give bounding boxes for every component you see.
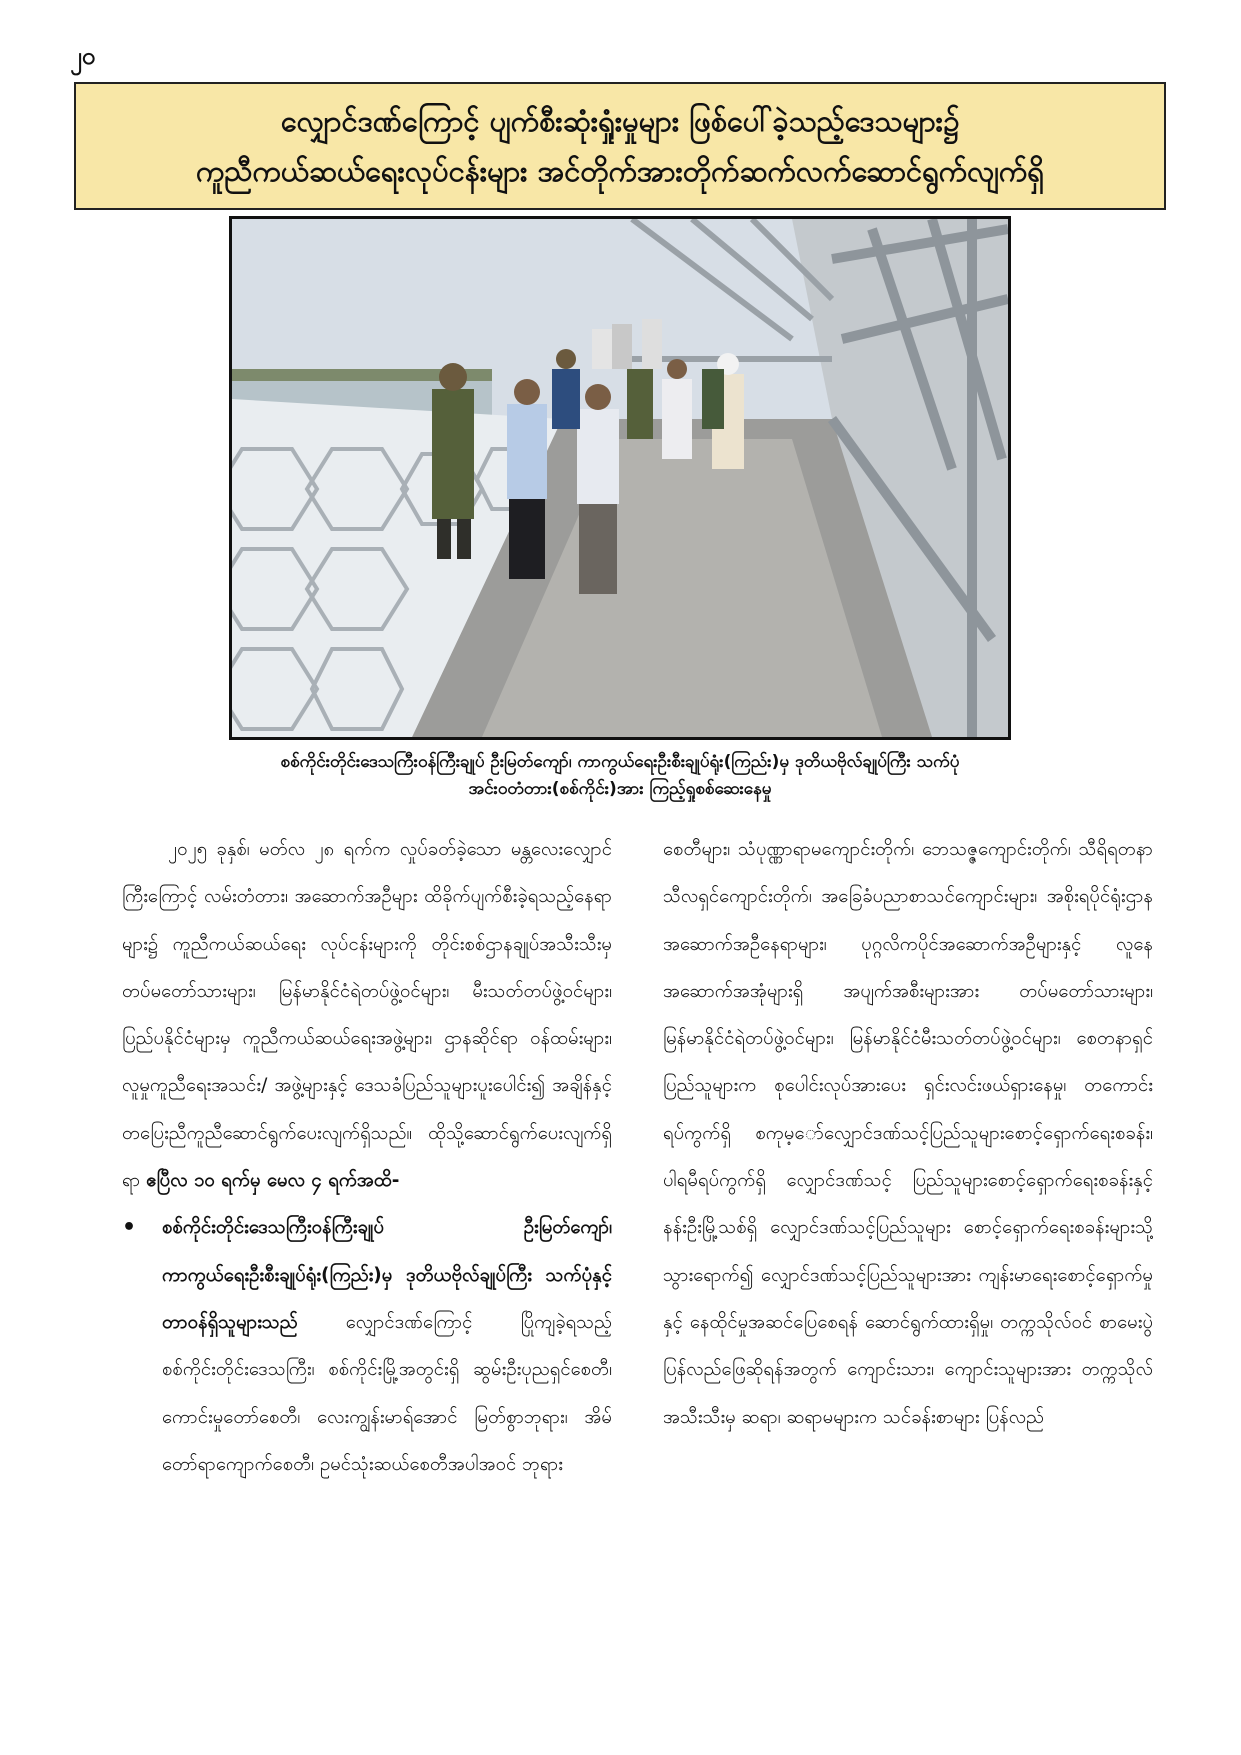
headline-box [74, 82, 1166, 210]
bullet-item-1-subject: စစ်ကိုင်းတိုင်းဒေသကြီးဝန်ကြီးချုပ် ဦးမြတ်ကျော်၊ ကာကွယ်ရေးဦးစီးချုပ်ရုံး(ကြည်း)မှ ဒုတိယဗိုလ်ချုပ်ကြီး သက်ပုံနှင့် တာဝန်ရှိသူများသည် [162, 1217, 612, 1333]
photo-caption-line-2: အင်းဝတံတား(စစ်ကိုင်း)အား ကြည့်ရှုစစ်ဆေးနေမှု [468, 779, 772, 799]
bullet-icon: • [122, 1215, 137, 1241]
photo-caption [120, 749, 1120, 803]
bridge-inspection-photo [232, 219, 1008, 737]
article-date-range: ဧပြီလ ၁၀ ရက်မှ မေလ ၄ ရက်အထိ- [146, 1170, 400, 1192]
article-paragraph-1 [122, 826, 612, 1204]
headline-line-1: လျှောင်ဒဏ်ကြောင့် ပျက်စီးဆုံးရှုံးမှုများ ဖြစ်ပေါ်ခဲ့သည့်ဒေသများ၌ [280, 104, 960, 138]
article-paragraph-1-text: ၂၀၂၅ ခုနှစ်၊ မတ်လ ၂၈ ရက်က လှုပ်ခတ်ခဲ့သော မန္တလေးလျှောင်ကြီးကြောင့် လမ်းတံတား၊ အဆောက်အဦများ ထိခိုက်ပျက်စီးခဲ့ရသည့်နေရာများ၌ ကူညီကယ်ဆယ်ရေး လုပ်ငန်းများကို တိုင်းစစ်ဌာနချုပ်အသီးသီးမှ တပ်မတော်သားများ၊ မြန်မာနိုင်ငံရဲတပ်ဖွဲ့ဝင်များ၊ မီးသတ်တပ်ဖွဲ့ဝင်များ၊ ပြည်ပနိုင်ငံများမှ ကူညီကယ်ဆယ်ရေးအဖွဲ့များ၊ ဌာနဆိုင်ရာ ဝန်ထမ်းများ၊ လူမှုကူညီရေးအသင်း/ အဖွဲ့များနှင့် ဒေသခံပြည်သူများပူးပေါင်း၍ အချိန်နှင့်တပြေးညီကူညီဆောင်ရွက်ပေးလျက်ရှိသည်။ ထိုသို့ဆောင်ရွက်ပေးလျက်ရှိရာ [122, 839, 612, 1192]
photo-caption-line-1: စစ်ကိုင်းတိုင်းဒေသကြီးဝန်ကြီးချုပ် ဦးမြတ်ကျော်၊ ကာကွယ်ရေးဦးစီးချုပ်ရုံး(ကြည်း)မှ ဒုတိယဗိုလ်ချုပ်ကြီး သက်ပုံ [280, 752, 960, 772]
news-photo [229, 216, 1011, 740]
headline-line-2: ကူညီကယ်ဆယ်ရေးလုပ်ငန်းများ အင်တိုက်အားတိုက်ဆက်လက်ဆောင်ရွက်လျက်ရှိ [196, 154, 1044, 188]
bullet-item-1 [122, 1204, 612, 1488]
article-paragraph-continued: စေတီများ၊ သံပုဏ္ဏာရာမကျောင်းတိုက်၊ ဘေသဇ္ဇကျောင်းတိုက်၊ သီရိရတနာသီလရှင်ကျောင်းတိုက်၊ အခြေခံပညာစာသင်ကျောင်းများ၊ အစိုးရပိုင်ရုံးဌာနအဆောက်အဦနေရာများ၊ ပုဂ္ဂလိကပိုင်အဆောက်အဦများနှင့် လူနေအဆောက်အအုံများရှိ အပျက်အစီးများအား တပ်မတော်သားများ၊ မြန်မာနိုင်ငံရဲတပ်ဖွဲ့ဝင်များ၊ မြန်မာနိုင်ငံမီးသတ်တပ်ဖွဲ့ဝင်များ၊ စေတနာရှင်ပြည်သူများက စုပေါင်းလုပ်အားပေး ရှင်းလင်းဖယ်ရှားနေမှု၊ တကောင်းရပ်ကွက်ရှိ စကုမ့ော်လျှောင်ဒဏ်သင့်ပြည်သူများစောင့်ရှောက်ရေးစခန်း၊ ပါရမီရပ်ကွက်ရှိ လျှောင်ဒဏ်သင့် ပြည်သူများစောင့်ရှောက်ရေးစခန်းနှင့် နန်းဦးမြို့သစ်ရှိ လျှောင်ဒဏ်သင့်ပြည်သူများ စောင့်ရှောက်ရေးစခန်းများသို့သွားရောက်၍ လျှောင်ဒဏ်သင့်ပြည်သူများအား ကျန်းမာရေးစောင့်ရှောက်မှုနှင့် နေထိုင်မှုအဆင်ပြေစေရန် ဆောင်ရွက်ထားရှိမှု၊ တက္ကသိုလ်ဝင် စာမေးပွဲပြန်လည်ဖြေဆိုရန်အတွက် ကျောင်းသား၊ ကျောင်းသူများအား တက္ကသိုလ်အသီးသီးမှ ဆရာ၊ ဆရာမများက သင်ခန်းစာများ ပြန်လည် [663, 839, 1153, 1428]
article-right-column [663, 826, 1153, 1441]
article-left-column [122, 826, 612, 1488]
bullet-item-1-text: လျှောင်ဒဏ်ကြောင့် ပြိုကျခဲ့ရသည့် စစ်ကိုင်းတိုင်းဒေသကြီး၊ စစ်ကိုင်းမြို့အတွင်းရှိ ဆွမ်းဦးပုညရှင်စေတီ၊ ကောင်းမှုတော်စေတီ၊ လေးကျွန်းမာရ်အောင် မြတ်စွာဘုရား၊ အိမ်တော်ရာကျောက်စေတီ၊ ဥမင်သုံးဆယ်စေတီအပါအဝင် ဘုရား [162, 1311, 612, 1475]
page-number: ၂၀ [70, 42, 96, 70]
